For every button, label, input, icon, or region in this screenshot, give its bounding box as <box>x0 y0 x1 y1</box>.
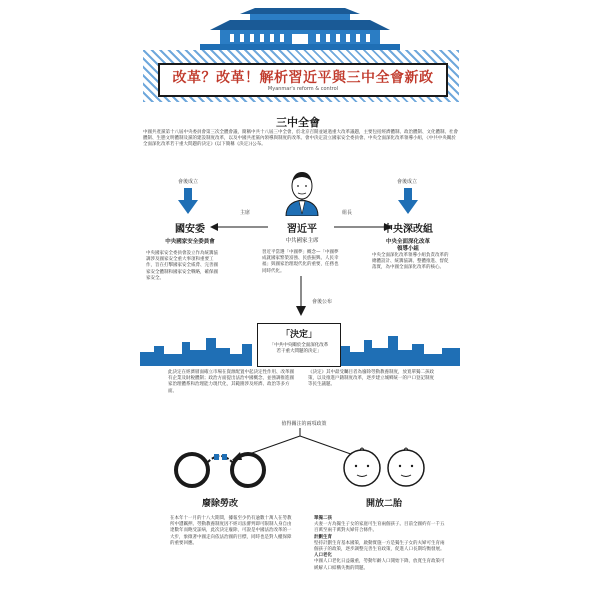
left-link-label: 主席 <box>240 210 251 216</box>
right-subtitle-2: 領導小組 <box>396 246 419 252</box>
center-down-arrow-icon <box>294 276 308 316</box>
policy-right-item2-title: 計劃生育 <box>314 534 332 540</box>
policy-right-item1-title: 單獨二孩 <box>314 516 332 521</box>
policy-right-content <box>314 516 446 572</box>
decision-right-text: 《決定》其中最受矚目者為廢除勞動教養制度，放寬單獨二孩政策，以及推進戶籍制度改革，逐步建立城鄉統一的戶口登記制度等民生議題。 <box>308 370 434 388</box>
policy-right-item3-title: 人口老化 <box>314 553 332 559</box>
policy-right-item1-text: 夫妻一方為獨生子女的家庭可生育兩個孩子。目前全國約有一千五百萬至兩千萬對夫婦符合條件。 <box>314 522 445 534</box>
left-arrow-label: 會後成立 <box>178 179 199 185</box>
two-babies-icon <box>338 444 430 488</box>
decision-arrow-label: 會後公布 <box>312 299 333 305</box>
right-link-label: 組長 <box>342 210 353 216</box>
right-title: 中央深改組 <box>383 224 433 235</box>
title-box <box>158 63 448 97</box>
policy-left-title: 廢除勞改 <box>201 499 238 509</box>
center-role: 中共國家主席 <box>285 238 319 244</box>
right-subtitle-1: 中央全面深化改革 <box>385 239 430 245</box>
policies-heading: 值得關注的兩項政策 <box>281 421 327 427</box>
page-subtitle: Myanmar's reform & control <box>267 86 339 92</box>
left-title: 國安委 <box>175 224 205 235</box>
policy-left-text: 在本年十一月的十八大期間，據報至少仍有逾數十萬人在勞教所中遭羈押。勞動教養制度因不經司法審判即可限制人身自由達數年而飽受詬病，此次決定廢除，可說是中國法治改革的一大步，象徵著中國走向依法治國的目標，同時也是對人權保障的重要回應。 <box>170 516 292 546</box>
left-down-arrow-icon <box>178 188 198 214</box>
decision-sub-2: 若干重大問題的決定」 <box>276 349 322 354</box>
intro-heading: 三中全會 <box>276 116 320 129</box>
left-text: 中央國家安全委員會設立作為統籌協調涉及國家安全重大事項和重要工作，旨在打擊國家安全威脅、完善國家安全體制和國家安全戰略，確保國家安全。 <box>146 251 218 281</box>
policy-right-item2-text: 堅持計劃生育基本國策，啟動實施一方是獨生子女的夫婦可生育兩個孩子的政策，逐步調整完善生育政策，促進人口長期均衡發展。 <box>314 540 445 553</box>
left-subtitle: 中央國家安全委員會 <box>165 239 215 245</box>
right-down-arrow-icon <box>398 188 418 214</box>
right-arrow-label: 會後成立 <box>397 179 418 185</box>
xi-portrait-icon <box>282 168 322 216</box>
intro-text: 中國共產黨第十八屆中央委員會第三次全體會議，簡稱中共十八屆三中全會，於北京召開並通過重大改革議題，主要包括經濟體制、政治體制、文化體制、社會體制、生態文明體制及黨的建設制度改革，以及中國共產黨內領導與制度的改革。會中決定設立國家安全委員會、中央全面深化改革領導小組，《中共中央關於全面深化改革若干重大問題的決定》(以下簡稱《決定》)公布。 <box>143 130 458 148</box>
decision-title: 「決定」 <box>280 330 317 340</box>
policy-right-title: 開放二胎 <box>365 499 402 509</box>
handcuffs-icon <box>170 444 270 488</box>
right-text: 中央全面深化改革領導小組負責改革的總體設計、統籌協調、整體推進、督促落實，為中國全面深化改革的核心。 <box>372 253 449 271</box>
policy-right-item3-text: 中國人口老化日益嚴重，勞動年齡人口開始下降，放寬生育政策可緩解人口結構失衡的問題。 <box>314 559 445 571</box>
center-name: 習近平 <box>287 224 317 235</box>
decision-sub-1: 「中共中央關於全面深化改革 <box>269 343 329 348</box>
decision-left-text: 此決定在經濟層面確立市場在資源配置中起決定性作用、改革國有企業及財稅體制；政治方面提出法治中國概念，並強調推進國家治理體系和治理能力現代化，其範圍涉及經濟、政治等多方面。 <box>168 370 294 394</box>
center-note: 習近平當選「中國夢」概念—「中國夢成就國家繁榮富強、民族振興、人民幸福」與國家治理現代化的重要，任務也同時代化。 <box>262 250 339 274</box>
page-title: 改革？改革！解析習近平與三中全會新政 <box>172 70 434 86</box>
decision-box <box>257 323 341 367</box>
